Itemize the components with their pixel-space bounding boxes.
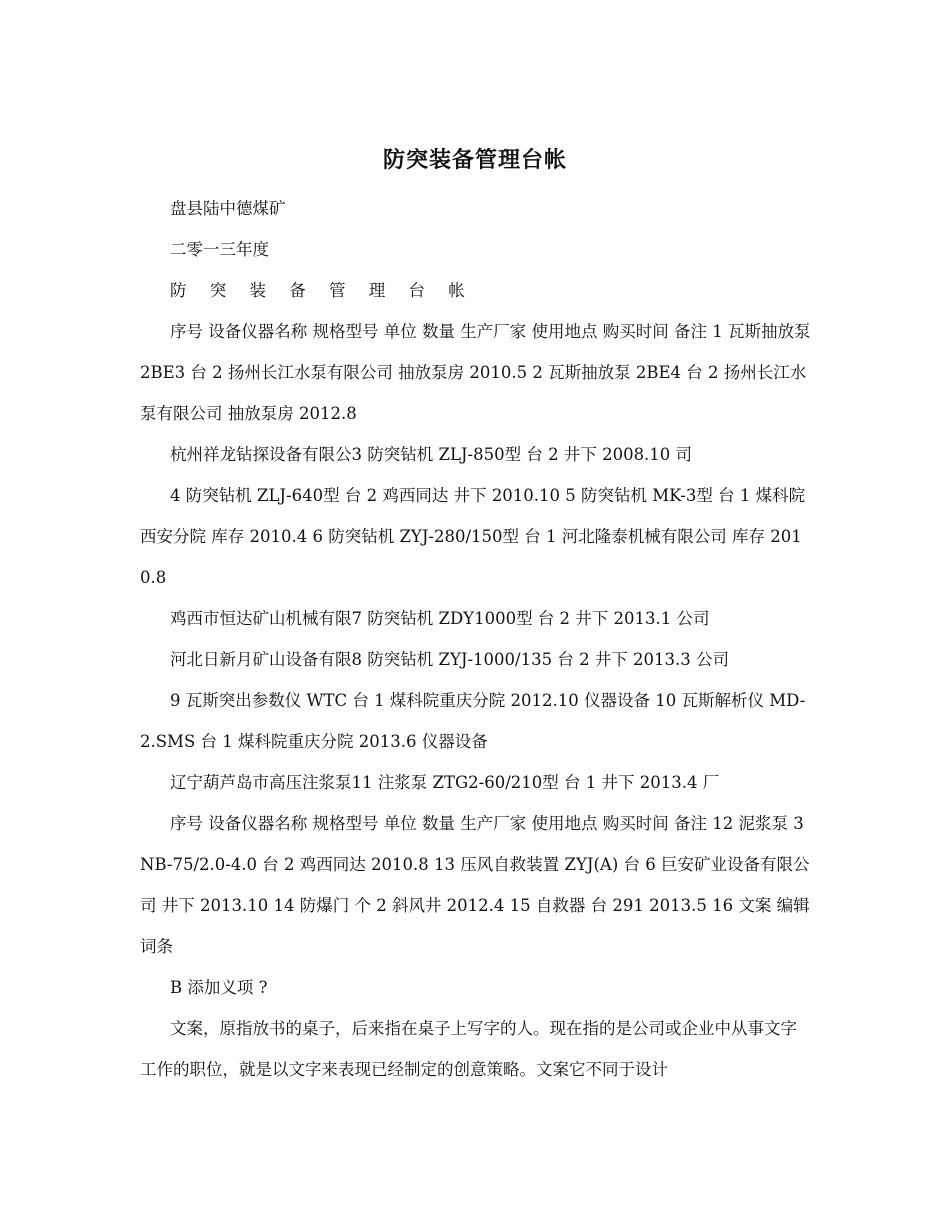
year-line: 二零一三年度 bbox=[170, 240, 269, 259]
add-item-line: B 添加义项 ? bbox=[170, 978, 268, 997]
document-title: 防突装备管理台帐 bbox=[382, 147, 567, 173]
ledger-paragraph-7: 辽宁葫芦岛市高压注浆泵11 注浆泵 ZTG2-60/210型 台 1 井下 2013.4 厂 bbox=[170, 773, 720, 792]
ledger-paragraph-1: 序号 设备仪器名称 规格型号 单位 数量 生产厂家 使用地点 购买时间 备注 1 瓦斯抽放泵 2BE3 台 2 扬州长江水泵有限公司 抽放泵房 2010.5 2 瓦斯抽放泵 2BE4 台 2 扬州长江水泵有限公司 抽放泵房 2012.8 bbox=[140, 322, 811, 423]
ledger-paragraph-5: 河北日新月矿山设备有限8 防突钻机 ZYJ-1000/135 台 2 井下 2013.3 公司 bbox=[170, 650, 730, 669]
copywriting-paragraph: 文案，原指放书的桌子，后来指在桌子上写字的人。现在指的是公司或企业中从事文字工作的职位，就是以文字来表现已经制定的创意策略。文案它不同于设计 bbox=[140, 1019, 797, 1079]
ledger-paragraph-3: 4 防突钻机 ZLJ-640型 台 2 鸡西同达 井下 2010.10 5 防突钻机 MK-3型 台 1 煤科院西安分院 库存 2010.4 6 防突钻机 ZYJ-280/150型 台 1 河北隆泰机械有限公司 库存 2010.8 bbox=[140, 486, 806, 587]
mine-name: 盘县陆中德煤矿 bbox=[170, 199, 286, 218]
ledger-paragraph-6: 9 瓦斯突出参数仪 WTC 台 1 煤科院重庆分院 2012.10 仪器设备 10 瓦斯解析仪 MD-2.SMS 台 1 煤科院重庆分院 2013.6 仪器设备 bbox=[140, 691, 806, 751]
ledger-paragraph-8: 序号 设备仪器名称 规格型号 单位 数量 生产厂家 使用地点 购买时间 备注 12 泥浆泵 3NB-75/2.0-4.0 台 2 鸡西同达 2010.8 13 压风自救装置 ZYJ(A) 台 6 巨安矿业设备有限公司 井下 2013.10 14 防爆门 个 2 斜风井 2012.4 15 自救器 台 291 2013.5 16 文案 编辑词条 bbox=[140, 814, 810, 956]
ledger-paragraph-4: 鸡西市恒达矿山机械有限7 防突钻机 ZDY1000型 台 2 井下 2013.1 公司 bbox=[170, 609, 710, 628]
ledger-paragraph-2: 杭州祥龙钻探设备有限公3 防突钻机 ZLJ-850型 台 2 井下 2008.10 司 bbox=[170, 445, 693, 464]
ledger-subtitle: 防 突 装 备 管 理 台 帐 bbox=[170, 281, 474, 300]
document-body bbox=[140, 188, 812, 1090]
